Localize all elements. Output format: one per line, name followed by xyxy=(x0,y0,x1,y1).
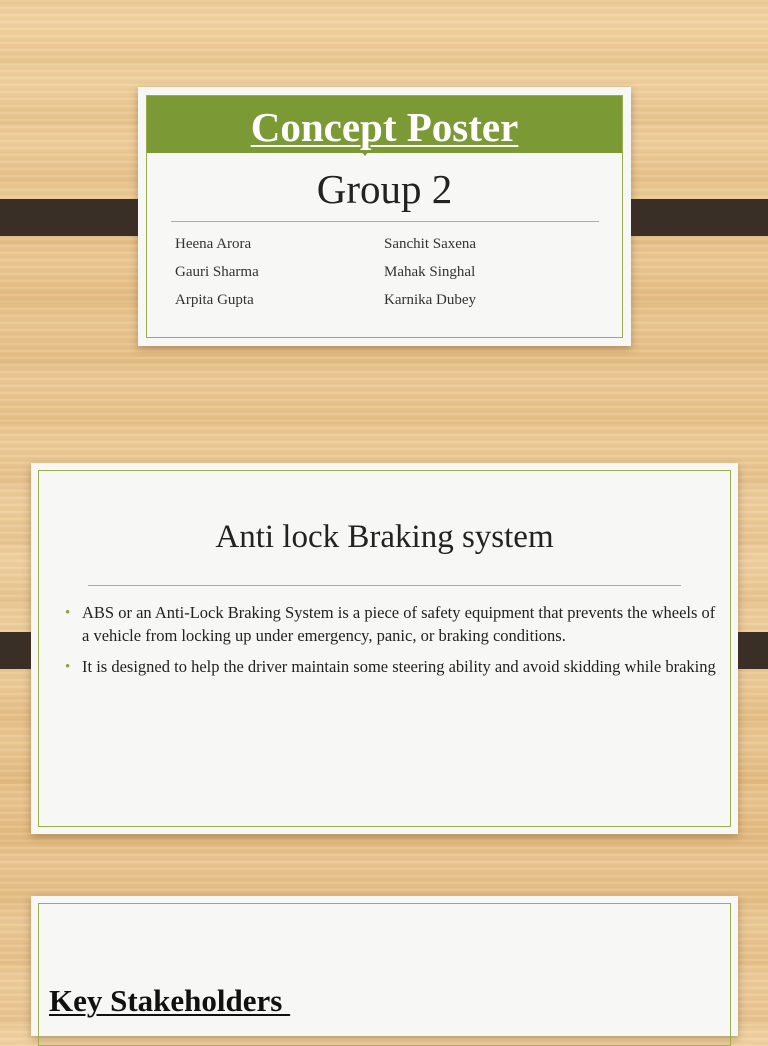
member-name: Heena Arora xyxy=(175,236,252,252)
bullet-icon: • xyxy=(65,605,71,621)
banner-notch xyxy=(361,151,369,156)
stakeholders-slide xyxy=(31,896,738,1036)
member-name: Arpita Gupta xyxy=(175,292,254,308)
bullet-text: ABS or an Anti-Lock Braking System is a piece of safety equipment that prevents the wheels of a vehicle from locking up under emergency, panic, or braking conditions. xyxy=(82,603,716,645)
divider-line xyxy=(88,585,681,586)
binder-clip-left-1 xyxy=(0,199,155,236)
bullet-item xyxy=(65,602,725,647)
bullet-list xyxy=(65,602,725,688)
group-subtitle: Group 2 xyxy=(316,166,453,212)
member-name: Gauri Sharma xyxy=(175,264,259,280)
slide-title: Key Stakeholders xyxy=(49,983,291,1018)
member-name: Karnika Dubey xyxy=(384,292,477,308)
bullet-icon: • xyxy=(65,659,71,675)
bullet-text: It is designed to help the driver maintain some steering ability and avoid skidding while braking xyxy=(82,657,716,676)
abs-slide xyxy=(31,463,738,834)
member-name: Mahak Singhal xyxy=(384,264,476,280)
divider-line xyxy=(171,221,599,222)
binder-clip-right-1 xyxy=(613,199,768,236)
title-banner xyxy=(147,96,622,153)
slide-frame xyxy=(38,903,731,1046)
member-name: Sanchit Saxena xyxy=(384,236,477,252)
bullet-item xyxy=(65,656,725,679)
title-slide xyxy=(138,87,631,346)
slide-title: Anti lock Braking system xyxy=(215,519,554,555)
poster-title: Concept Poster xyxy=(250,104,519,150)
